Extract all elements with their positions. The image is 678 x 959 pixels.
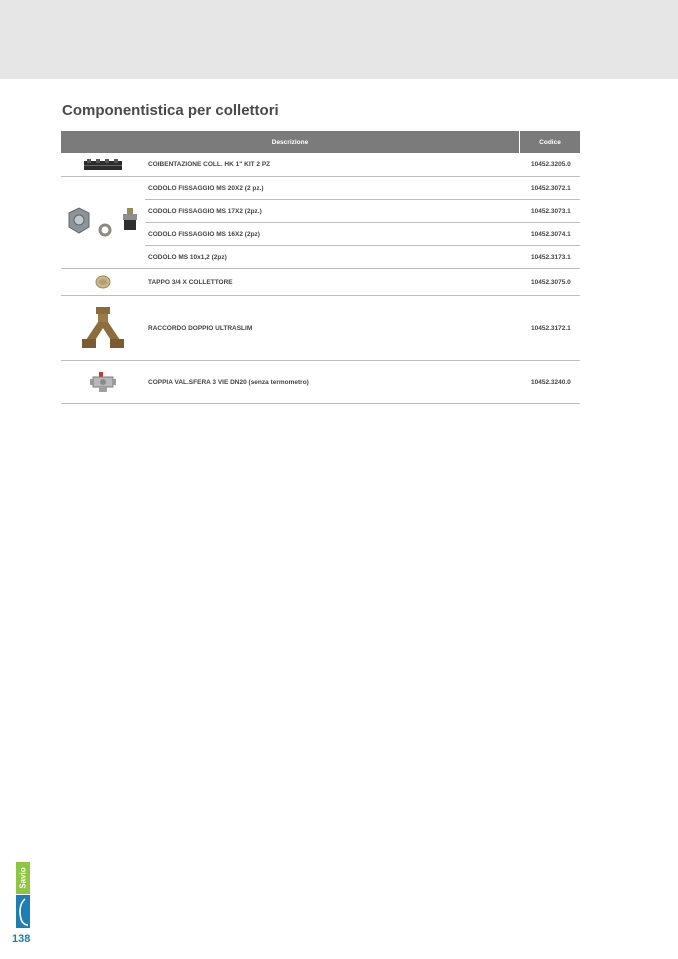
table-row — [145, 153, 580, 176]
row-description: CODOLO MS 10x1,2 (2pz) — [148, 253, 227, 261]
header-code: Codice — [539, 138, 561, 146]
row-description: RACCORDO DOPPIO ULTRASLIM — [148, 324, 253, 332]
table-row — [145, 361, 580, 403]
product-image-y-fitting — [61, 296, 145, 360]
row-description: CODOLO FISSAGGIO MS 16X2 (2pz) — [148, 230, 260, 238]
row-code: 10452.3075.0 — [531, 278, 571, 286]
row-code: 10452.3173.1 — [531, 253, 571, 261]
page-number: 138 — [12, 933, 31, 945]
row-description: COIBENTAZIONE COLL. HK 1" KIT 2 PZ — [148, 161, 271, 168]
row-code: 10452.3172.1 — [531, 324, 571, 332]
row-code: 10452.3205.0 — [531, 161, 571, 168]
header-description: Descrizione — [61, 131, 520, 153]
product-group — [61, 296, 580, 361]
table-row — [145, 296, 580, 360]
wave-icon — [16, 895, 30, 928]
header-band — [0, 0, 678, 79]
row-code: 10452.3072.1 — [531, 184, 571, 192]
brand-logo — [16, 862, 30, 928]
table-row — [145, 245, 580, 268]
table-row — [145, 199, 580, 222]
product-group — [61, 269, 580, 296]
row-code: 10452.3074.1 — [531, 230, 571, 238]
row-description: CODOLO FISSAGGIO MS 17X2 (2pz.) — [148, 207, 262, 215]
product-group — [61, 177, 580, 269]
row-description: CODOLO FISSAGGIO MS 20X2 (2 pz.) — [148, 184, 264, 192]
product-image-insulation — [61, 153, 145, 176]
page-title: Componentistica per collettori — [62, 102, 279, 119]
table-row — [145, 177, 580, 199]
product-image-ball-valve — [61, 361, 145, 403]
table-row — [145, 269, 580, 295]
product-image-cap — [61, 269, 145, 295]
table-row — [145, 222, 580, 245]
row-code: 10452.3073.1 — [531, 207, 571, 215]
row-description: COPPIA VAL.SFERA 3 VIE DN20 (senza termometro) — [148, 378, 309, 386]
product-image-fittings — [61, 177, 145, 268]
brand-name: Savio — [18, 867, 28, 889]
row-code: 10452.3240.0 — [531, 378, 571, 386]
table-header — [61, 131, 580, 153]
row-description: TAPPO 3/4 X COLLETTORE — [148, 278, 233, 286]
product-group — [61, 153, 580, 177]
product-group — [61, 361, 580, 404]
product-table — [61, 131, 580, 404]
